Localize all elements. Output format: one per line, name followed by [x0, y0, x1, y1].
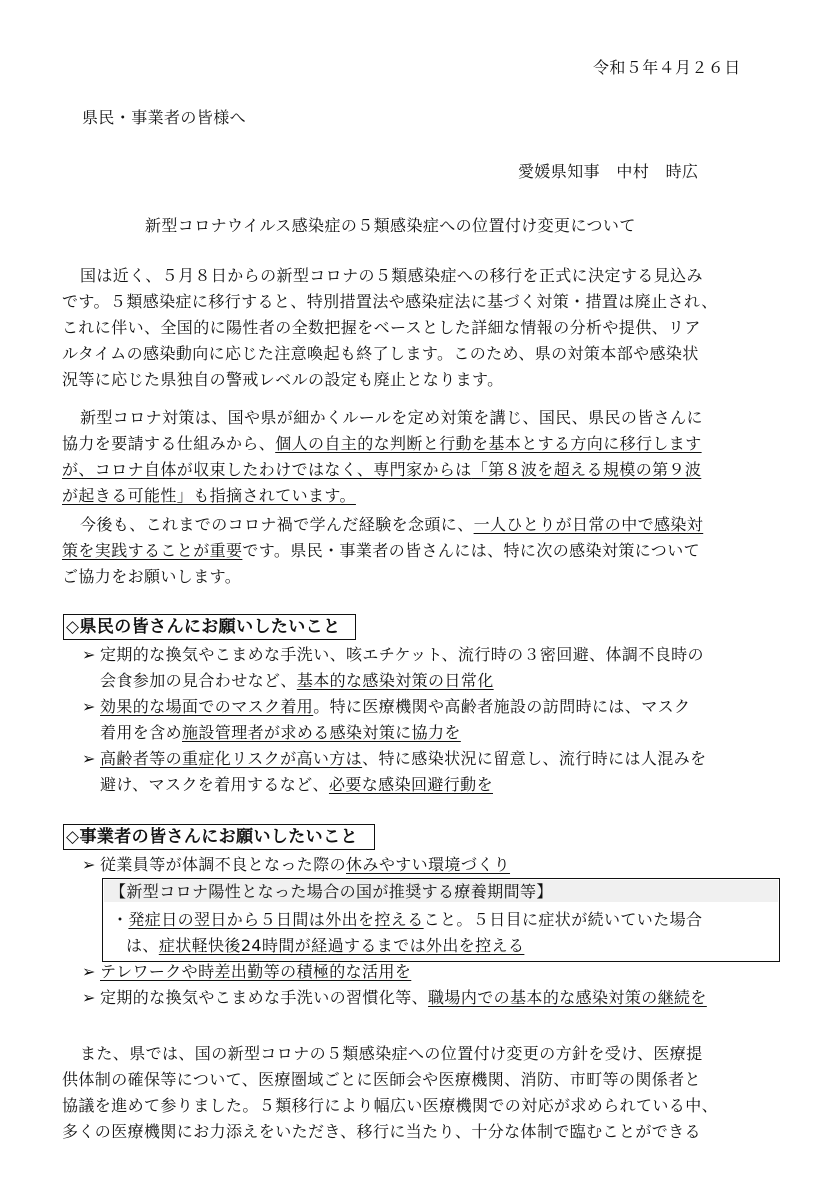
paragraph-line: ルタイムの感染動向に応じた注意喚起も終了します。このため、県の対策本部や感染状: [62, 344, 699, 363]
text-run: 今後も、これまでのコロナ禍で学んだ経験を念頭に、: [80, 515, 474, 534]
list-item-line: [100, 697, 690, 717]
text-run: は、: [126, 936, 159, 955]
paragraph-line: [62, 541, 700, 561]
underlined-text: が、コロナ自体が収束したわけではなく、専門家からは: [62, 460, 472, 479]
text-run: です。県民・事業者の皆さんには、特に次の感染対策について: [242, 541, 701, 560]
bullet-marker: ➢: [82, 697, 96, 716]
underlined-text: 発症日の翌日から５日間は外出を控える: [128, 910, 424, 929]
paragraph-line: [62, 434, 702, 454]
paragraph-line: [62, 460, 701, 480]
text-run: 協力を要請する仕組みから、: [62, 434, 276, 453]
note-line: [112, 910, 702, 930]
text-run: 着用を含め: [100, 723, 183, 742]
underlined-text: 一人ひとりが日常の中で感染対: [473, 515, 704, 534]
businesses-heading: ◇事業者の皆さんにお願いしたいこと: [66, 827, 358, 847]
underlined-text: 策を実践することが重要: [62, 541, 243, 560]
text-run: ・: [112, 910, 129, 929]
text-run: 従業員等が体調不良となった際の: [100, 855, 347, 874]
underlined-text: 基本的な感染対策の日常化: [296, 671, 494, 690]
text-run: 、特に感染状況に留意し、流行時には人混みを: [362, 749, 707, 768]
document-date: 令和５年４月２６日: [593, 58, 741, 77]
paragraph-line: です。５類感染症に移行すると、特別措置法や感染症法に基づく対策・措置は廃止され、: [62, 292, 718, 311]
bullet-marker: ➢: [82, 962, 96, 981]
text-run: 会食参加の見合わせなど、: [100, 671, 297, 690]
sender: 愛媛県知事 中村 時広: [518, 162, 699, 181]
paragraph-line: 協議を進めて参りました。５類移行により幅広い医療機関での対応が求められている中、: [62, 1096, 719, 1115]
note-title: 【新型コロナ陽性となった場合の国が推奨する療養期間等】: [110, 882, 553, 901]
text-run: 。特に医療機関や高齢者施設の訪問時には、マスク: [313, 697, 691, 716]
text-run: 避け、マスクを着用するなど、: [100, 775, 329, 794]
underlined-text: 「第８波を超える規模の第９波: [471, 460, 702, 479]
text-run: 定期的な換気やこまめな手洗いの習慣化等、: [100, 988, 429, 1007]
underlined-text: 施設管理者が求める感染対策に協力を: [182, 723, 461, 742]
paragraph-line: また、県では、国の新型コロナの５類感染症への位置付け変更の方針を受け、医療提: [80, 1044, 703, 1063]
underlined-text: 高齢者等の重症化リスクが高い方は: [100, 749, 363, 768]
paragraph-line: [62, 486, 356, 506]
underlined-text: 必要な感染回避行動を: [328, 775, 493, 794]
bullet-marker: ➢: [82, 749, 96, 768]
underlined-text: 効果的な場面でのマスク着用: [100, 697, 314, 716]
bullet-marker: ➢: [82, 855, 96, 874]
underlined-text: 職場内での基本的な感染対策の継続を: [428, 988, 707, 1007]
paragraph-line: 多くの医療機関にお力添えをいただき、移行に当たり、十分な体制で臨むことができる: [62, 1122, 701, 1141]
paragraph-line: ご協力をお願いします。: [62, 567, 242, 586]
paragraph-line: 況等に応じた県独自の警戒レベルの設定も廃止となります。: [62, 370, 504, 389]
bullet-marker: ➢: [82, 988, 96, 1007]
paragraph-line: [80, 515, 703, 535]
paragraph-line: これに伴い、全国的に陽性者の全数把握をベースとした詳細な情報の分析や提供、リア: [62, 318, 701, 337]
underlined-text: 個人の自主的な判断と行動を基本とする方向に移行します: [275, 434, 702, 453]
list-item-line: [100, 855, 510, 875]
paragraph-line: 新型コロナ対策は、国や県が細かくルールを定め対策を講じ、国民、県民の皆さんに: [80, 408, 703, 427]
addressee: 県民・事業者の皆様へ: [82, 108, 247, 127]
paragraph-line: 供体制の確保等について、医療圏域ごとに医師会や医療機関、消防、市町等の関係者と: [62, 1070, 701, 1089]
list-item-line: [100, 962, 411, 982]
paragraph-line: 国は近く、５月８日からの新型コロナの５類感染症への移行を正式に決定する見込み: [80, 266, 703, 285]
underlined-text: 休みやすい環境づくり: [346, 855, 511, 874]
bullet-marker: ➢: [82, 645, 96, 664]
citizens-heading: ◇県民の皆さんにお願いしたいこと: [66, 617, 341, 637]
list-item-line: [100, 671, 494, 691]
list-item-line: [100, 749, 707, 769]
list-item-line: [100, 988, 707, 1008]
note-line: [126, 936, 524, 956]
list-item-line: 定期的な換気やこまめな手洗い、咳エチケット、流行時の３密回避、体調不良時の: [100, 645, 704, 664]
underlined-text: 症状軽快後24時間が経過するまでは外出を控える: [158, 936, 525, 955]
document-title: 新型コロナウイルス感染症の５類感染症への位置付け変更について: [145, 216, 636, 235]
list-item-line: [100, 723, 461, 743]
underlined-text: テレワークや時差出勤等の積極的な活用を: [100, 962, 412, 981]
list-item-line: [100, 775, 493, 795]
underlined-text: が起きる可能性」も指摘されています。: [62, 486, 356, 505]
text-run: こと。５日目に症状が続いていた場合: [423, 910, 703, 929]
